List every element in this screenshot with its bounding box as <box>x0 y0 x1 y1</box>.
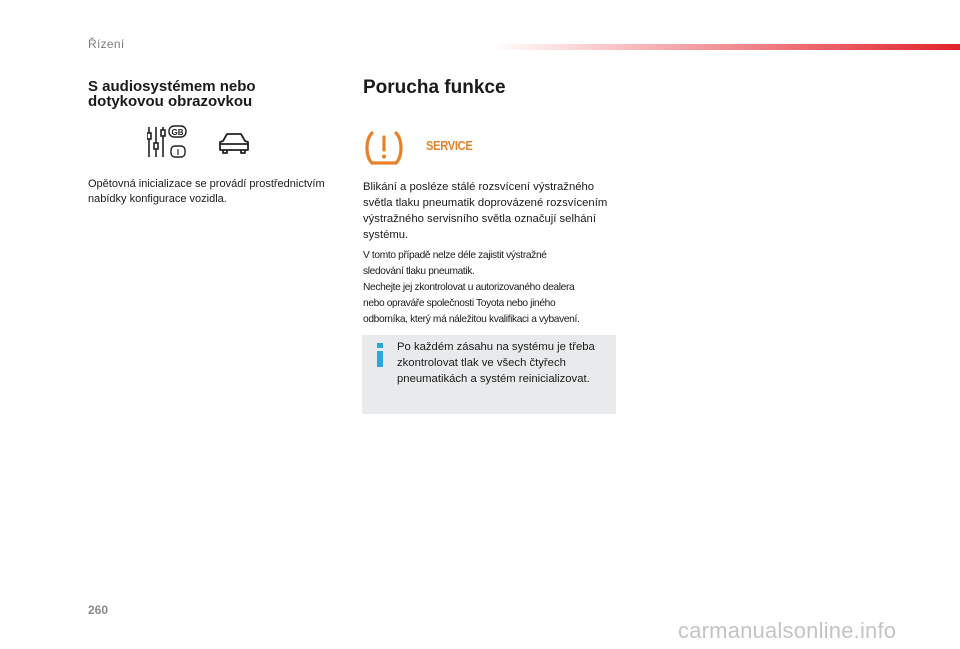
section-title: Řízení <box>88 37 125 51</box>
service-warning-label: SERVICE <box>426 138 473 153</box>
advice-line: V tomto případě nelze déle zajistit výstražné <box>363 250 547 261</box>
gb-language-badge-icon <box>169 126 186 137</box>
right-section-heading: Porucha funkce <box>363 77 506 98</box>
i-label: I <box>176 147 180 157</box>
gb-label: GB <box>171 127 184 137</box>
malfunction-advice <box>363 248 625 328</box>
info-icon <box>374 343 386 367</box>
info-note <box>362 335 616 414</box>
info-note-text: Po každém zásahu na systému je třeba zkontrolovat tlak ve všech čtyřech pneumatikách a systém reinicializovat. <box>397 341 595 385</box>
page-number: 260 <box>88 603 109 617</box>
header-accent-bar <box>490 44 960 50</box>
info-i-badge-icon <box>171 146 185 157</box>
watermark: carmanualsonline.info <box>678 618 897 643</box>
advice-line: nebo opraváře společnosti Toyota nebo jiného <box>363 298 556 309</box>
advice-line: Nechejte jej zkontrolovat u autorizovaného dealera <box>363 282 575 293</box>
advice-line: odborníka, který má náležitou kvalifikaci a vybavení. <box>363 314 580 325</box>
left-section-heading: S audiosystémem nebo dotykovou obrazovkou <box>88 78 256 110</box>
audio-settings-icons <box>147 125 257 161</box>
settings-sliders-icon <box>147 127 165 157</box>
car-icon <box>220 134 248 153</box>
advice-line: sledování tlaku pneumatik. <box>363 266 475 277</box>
malfunction-description: Blikání a posléze stálé rozsvícení výstražného světla tlaku pneumatik doprovázené rozsvícením výstražného servisního světla označují selhání systému. <box>363 181 608 241</box>
tyre-pressure-warning-icon <box>364 128 404 168</box>
left-body-text: Opětovná inicializace se provádí prostřednictvím nabídky konfigurace vozidla. <box>88 178 325 205</box>
